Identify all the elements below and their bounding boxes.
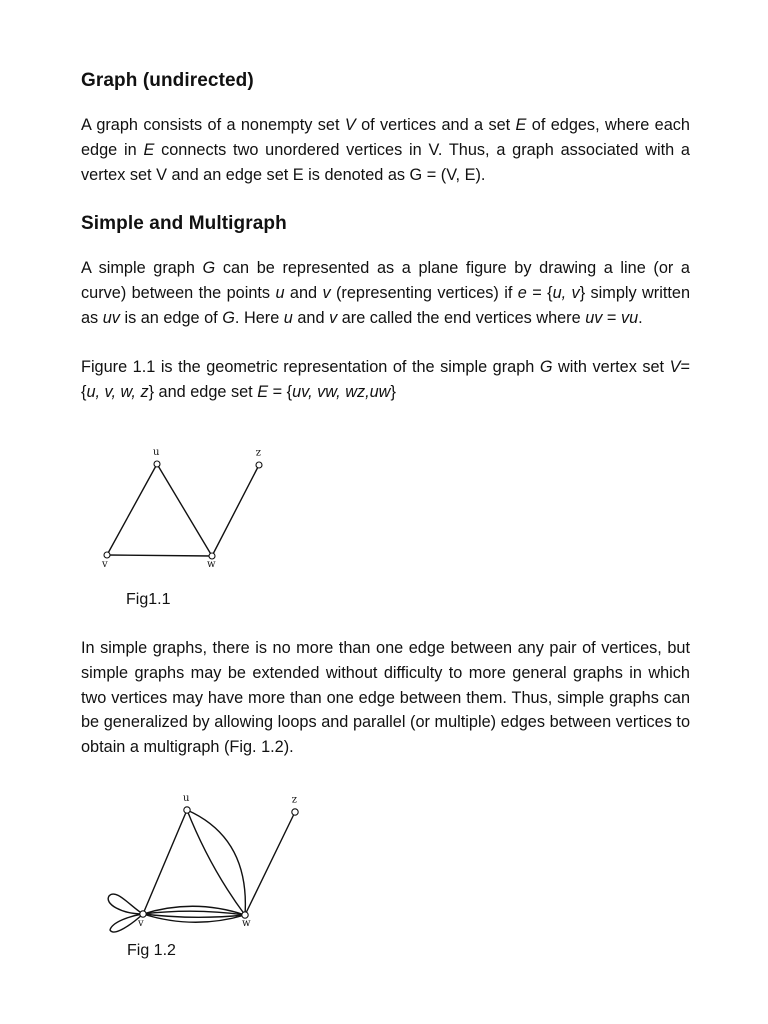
vertex-v [104, 552, 110, 558]
label-z: z [291, 794, 297, 805]
italic-math-run: G [539, 358, 553, 376]
italic-math-run: u [283, 308, 293, 327]
italic-math-run: E [257, 382, 269, 401]
vertex-z [256, 462, 262, 468]
text-run: A graph consists of a nonempty set [81, 116, 345, 134]
label-u: u [183, 793, 190, 804]
text-run: In simple graphs, there is no more than one edge between any pair of vertices, but simple graphs may be extended without difficulty to more general graphs in which two vertices may have more than one edge between them. Thus, simple graphs can be generalized by allowing loops and parallel (or multiple) edges between vertices to obtain a multigraph (Fig. 1.2). [81, 639, 690, 757]
italic-math-run: V [669, 358, 681, 376]
text-run: . Here [234, 308, 284, 327]
text-run: = [602, 308, 621, 327]
text-run: . [638, 308, 643, 327]
label-v: v [102, 559, 108, 570]
italic-math-run: u, v [552, 283, 580, 302]
italic-math-run: e [517, 283, 527, 302]
text-run: Figure 1.1 is the geometric representation of the simple graph [81, 358, 540, 376]
italic-math-run: E [143, 140, 155, 159]
text-run: are called the end vertices where [337, 308, 586, 327]
text-run: is an edge of [119, 308, 223, 327]
italic-math-run: u, v, w, z [86, 382, 149, 401]
label-u: u [153, 447, 160, 458]
text-run: (representing vertices) if [330, 283, 518, 302]
italic-math-run: vu [620, 308, 639, 327]
edge-vw-3 [143, 914, 245, 917]
italic-math-run: v [322, 283, 331, 302]
italic-math-run: V [344, 116, 356, 134]
paragraph-graph-definition [81, 113, 690, 187]
edge-wz [245, 812, 295, 915]
italic-math-run: G [202, 259, 216, 277]
italic-math-run: v [329, 308, 338, 327]
paragraph-multigraph [81, 636, 690, 760]
label-w: w [242, 918, 251, 929]
text-run: and [292, 308, 330, 327]
text-run: } [390, 382, 396, 401]
edge-vw [107, 555, 212, 556]
edge-uv [143, 810, 187, 914]
loop-v-1 [108, 894, 143, 914]
figure-1-2-multigraph [100, 788, 330, 938]
text-run: ={ [81, 358, 690, 401]
heading-simple-multigraph: Simple and Multigraph [81, 213, 287, 234]
edge-vw-2 [143, 911, 245, 915]
text-run: = { [268, 382, 293, 401]
italic-math-run: E [515, 116, 527, 134]
vertex-u [154, 461, 160, 467]
figure-1-1-caption: Fig1.1 [126, 591, 171, 608]
edge-wz [212, 465, 259, 556]
italic-math-run: u [275, 283, 285, 302]
vertex-z [292, 809, 298, 815]
italic-math-run: uv [102, 308, 120, 327]
figure-1-1-simple-graph [90, 436, 270, 576]
text-run: A simple graph [81, 259, 203, 277]
label-v: v [138, 918, 144, 929]
vertex-v [140, 911, 146, 917]
edge-uw [157, 464, 212, 556]
heading-graph-undirected: Graph (undirected) [81, 70, 254, 91]
edge-uw-1 [187, 810, 245, 915]
text-run: connects two unordered vertices in V. Thus, a graph associated with a vertex set V and an edge set E is denoted as G = (V, E). [81, 140, 690, 184]
italic-math-run: G [222, 308, 235, 327]
text-run: } simply written as [81, 283, 690, 327]
text-run: can be represented as a plane figure by drawing a line (or a curve) between the points [81, 259, 690, 302]
vertex-u [184, 807, 190, 813]
text-run: of vertices and a set [355, 116, 516, 134]
paragraph-simple-graph [81, 256, 690, 330]
text-run: and [284, 283, 323, 302]
edge-uv [107, 464, 157, 555]
text-run: of edges, where each edge in [81, 116, 690, 159]
text-run: = { [526, 283, 553, 302]
italic-math-run: uv [585, 308, 603, 327]
paragraph-figure-description [81, 355, 690, 405]
text-run: with vertex set [552, 358, 670, 376]
label-w: w [207, 559, 216, 570]
edge-uw-2 [187, 810, 245, 915]
figure-1-2-caption: Fig 1.2 [127, 942, 176, 959]
italic-math-run: uv, vw, wz,uw [292, 382, 391, 401]
label-z: z [255, 447, 261, 458]
text-run: } and edge set [148, 382, 258, 401]
